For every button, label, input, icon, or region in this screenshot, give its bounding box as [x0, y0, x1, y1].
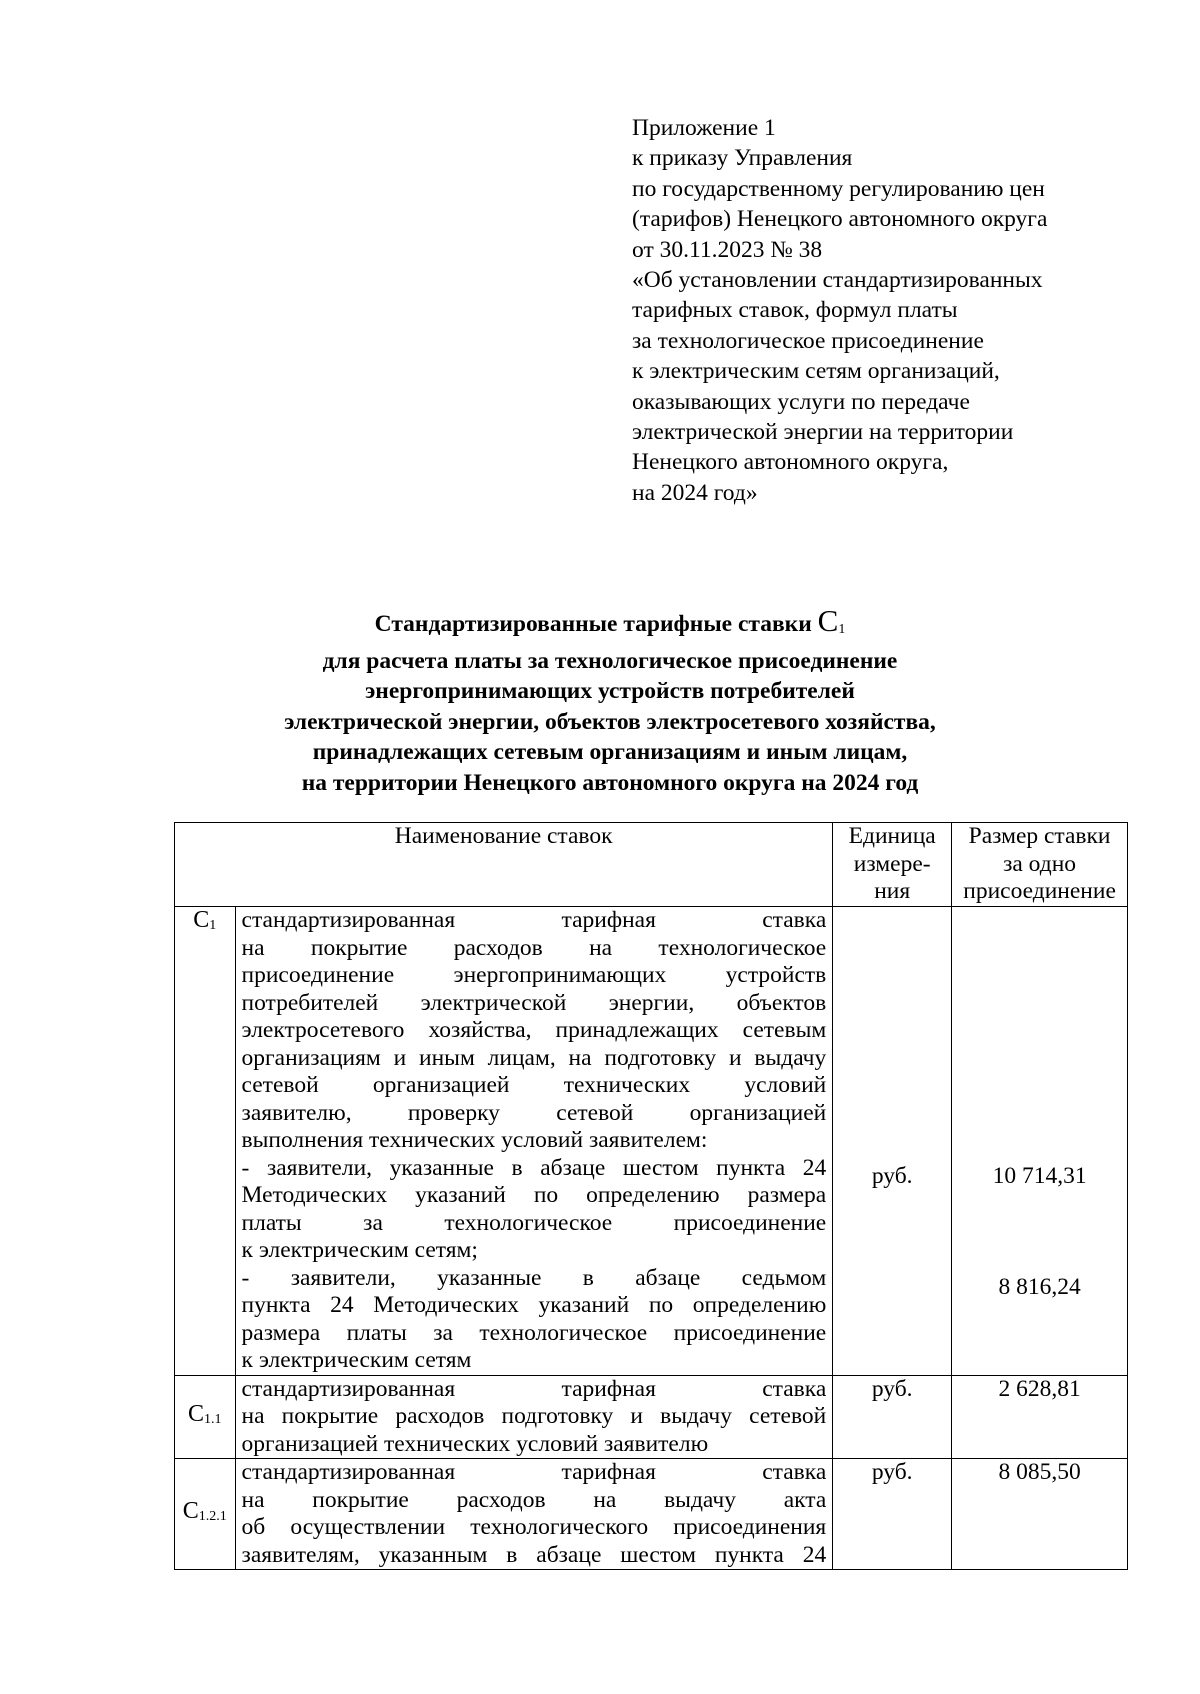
rate-symbol-subscript: 1: [838, 622, 846, 637]
appendix-line: (тарифов) Ненецкого автономного округа: [632, 206, 1048, 233]
appendix-line: оказывающих услуги по передаче: [632, 388, 970, 415]
rates-table: [174, 822, 1128, 1570]
description-line: заявителям, указанным в абзаце шестом пункта 24: [241, 1541, 827, 1568]
header-unit: [833, 823, 952, 907]
description-line: - заявители, указанные в абзаце седьмом: [241, 1264, 827, 1291]
description-line: к электрическим сетям: [241, 1347, 472, 1373]
description-line: организацией технических условий заявителю: [241, 1430, 709, 1457]
appendix-line: за технологическое присоединение: [632, 327, 984, 354]
table-row: [175, 1375, 1128, 1459]
rate-code-letter: C: [182, 1497, 199, 1524]
rate-description: [235, 1459, 833, 1570]
header-name: Наименование ставок: [175, 823, 833, 907]
appendix-line: к приказу Управления: [632, 145, 853, 172]
appendix-line: на 2024 год»: [632, 479, 758, 506]
rate-description: [235, 1375, 833, 1459]
header-unit-line: ния: [874, 878, 911, 904]
appendix-line: по государственному регулированию цен: [632, 175, 1045, 202]
appendix-line: к электрическим сетям организаций,: [632, 358, 1000, 385]
description-line: потребителей электрической энергии, объектов: [241, 989, 827, 1016]
header-size-line: за одно: [1003, 850, 1077, 877]
appendix-line: Ненецкого автономного округа,: [632, 449, 949, 476]
description-line: об осуществлении технологического присоединения: [241, 1514, 827, 1540]
description-line: размера платы за технологическое присоединение: [241, 1319, 827, 1346]
rate-value-first: 10 714,31: [992, 1163, 1087, 1189]
rate-description: [235, 907, 833, 1376]
header-size-line: Размер ставки: [968, 823, 1111, 849]
appendix-line: «Об установлении стандартизированных: [632, 267, 1043, 294]
title-line: электрической энергии, объектов электросетевого хозяйства,: [284, 708, 936, 735]
title-line: [180, 603, 1040, 646]
rate-unit: руб.: [833, 1375, 952, 1459]
description-line: Методических указаний по определению размера: [241, 1182, 827, 1208]
appendix-line: тарифных ставок, формул платы: [632, 297, 958, 324]
rate-size: 8 085,50: [952, 1459, 1128, 1570]
description-line: пункта 24 Методических указаний по определению: [241, 1292, 827, 1318]
description-line: присоединение энергопринимающих устройств: [241, 962, 827, 988]
rate-size: 2 628,81: [952, 1375, 1128, 1459]
description-line: на покрытие расходов подготовку и выдачу сетевой: [241, 1403, 827, 1429]
appendix-header: [632, 113, 1152, 508]
description-line: стандартизированная тарифная ставка: [241, 1459, 827, 1485]
rate-unit: [833, 907, 952, 1376]
rate-code: [175, 907, 236, 1376]
appendix-line: электрической энергии на территории: [632, 419, 1014, 446]
table-row: [175, 1459, 1128, 1570]
rate-size: [952, 907, 1128, 1376]
title-line: энергопринимающих устройств потребителей: [365, 678, 855, 704]
description-line: сетевой организацией технических условий: [241, 1072, 827, 1098]
table-row: [175, 907, 1128, 1376]
header-unit-line: Единица: [848, 823, 936, 849]
description-line: электросетевого хозяйства, принадлежащих сетевым: [241, 1017, 827, 1043]
description-line: стандартизированная тарифная ставка: [241, 907, 827, 933]
rate-code-subscript: 1.1: [204, 1411, 222, 1427]
description-line: стандартизированная тарифная ставка: [241, 1375, 827, 1402]
description-line: к электрическим сетям;: [241, 1237, 478, 1263]
description-line: на покрытие расходов на технологическое: [241, 934, 827, 961]
rate-unit: руб.: [833, 1459, 952, 1570]
description-line: организациям и иным лицам, на подготовку и выдачу: [241, 1044, 827, 1071]
appendix-line: Приложение 1: [632, 115, 776, 141]
rate-code-letter: C: [188, 1400, 205, 1427]
title-line: на территории Ненецкого автономного округа на 2024 год: [301, 769, 919, 796]
appendix-line: от 30.11.2023 № 38: [632, 236, 823, 263]
rate-code-subscript: 1: [209, 918, 217, 933]
description-line: - заявители, указанные в абзаце шестом пункта 24: [241, 1154, 827, 1181]
description-line: выполнения технических условий заявителем:: [241, 1127, 708, 1153]
rate-symbol: [818, 603, 846, 638]
rate-code: [175, 1375, 236, 1459]
title-main-text: Стандартизированные тарифные ставки: [374, 611, 812, 637]
document-title: [180, 603, 1040, 798]
rate-code-subscript: 1.2.1: [198, 1508, 227, 1524]
rate-code-letter: C: [193, 907, 210, 933]
description-line: на покрытие расходов на выдачу акта: [241, 1486, 827, 1513]
table-header-row: [175, 823, 1128, 907]
description-line: заявителю, проверку сетевой организацией: [241, 1099, 827, 1126]
rate-symbol-letter: C: [817, 603, 839, 638]
header-size: [952, 823, 1128, 907]
header-size-line: присоединение: [963, 878, 1116, 904]
rate-code: [175, 1459, 236, 1570]
rate-unit-value: руб.: [871, 1163, 913, 1189]
header-unit-line: измере-: [853, 850, 931, 877]
title-line: для расчета платы за технологическое присоединение: [322, 647, 898, 674]
description-line: платы за технологическое присоединение: [241, 1209, 827, 1236]
title-line: принадлежащих сетевым организациям и иным лицам,: [312, 739, 908, 765]
rate-value-second: 8 816,24: [998, 1274, 1081, 1300]
